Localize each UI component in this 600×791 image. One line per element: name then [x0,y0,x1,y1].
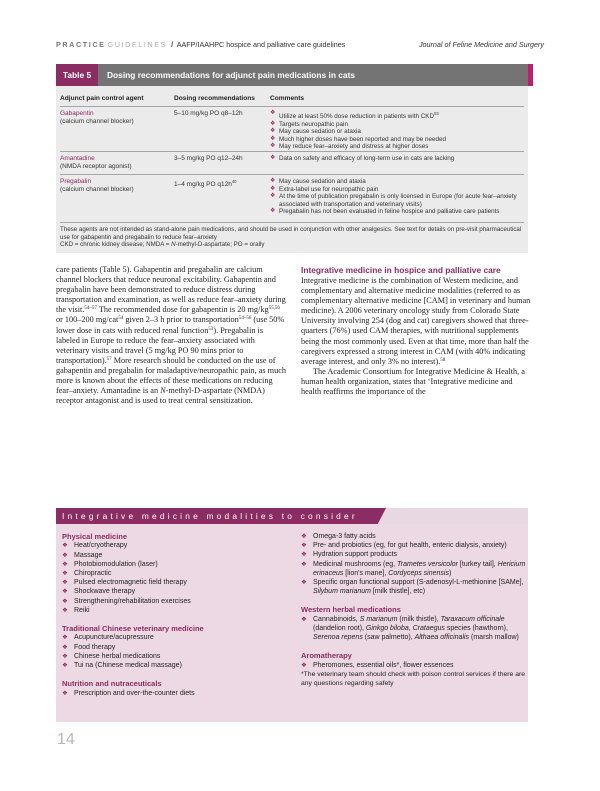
journal-title: Journal of Feline Medicine and Surgery [418,40,544,49]
herbal-list [301,615,526,643]
list-item: ❖ Heat/cryotherapy [62,541,287,550]
box-heading-physical: Physical medicine [62,532,128,541]
column-header-agent: Adjunct pain control agent [60,95,144,102]
list-item: ❖ Chinese herbal medications [62,652,287,661]
practice-label: PRACTICE [56,40,106,49]
list-item: ❖ Pheromones, essential oils*, flower essences [301,661,526,670]
list-item: ❖ Photobiomodulation (laser) [62,560,287,569]
list-item: ❖ Tui na (Chinese medical massage) [62,661,287,670]
column-header-comments: Comments [270,95,305,102]
list-item: ❖ Pre- and probiotics (eg, for gut health, enteric dialysis, anxiety) [301,541,526,550]
list-item: ❖ Pulsed electromagnetic field therapy [62,578,287,587]
list-item: ❖ Massage [62,551,287,560]
list-item: ❖ Omega-3 fatty acids [301,532,526,541]
list-item: ❖ May reduce fear–anxiety and distress at higher doses [270,143,524,151]
list-item: ❖ Shockwave therapy [62,587,287,596]
guidelines-label: GUIDELINES [107,40,168,49]
table-divider [60,222,524,223]
running-header [56,40,544,52]
table-label: Table 5 [56,64,98,86]
safety-note: *The veterinary team should check with poison control services if there are any questions regarding safety [301,671,526,688]
dose-gabapentin: 5–10 mg/kg PO q8–12h [174,110,243,117]
comments-gabapentin [270,110,524,151]
dose-pregabalin: 1–4 mg/kg PO $q12h^{40}$ [174,179,237,189]
agent-class: (calcium channel blocker) [60,117,134,125]
list-item: ❖ May cause sedation and ataxia [270,178,524,186]
table-body [56,86,528,253]
table-title: Dosing recommendations for adjunct pain medications in cats [107,70,356,80]
box-column-left [62,532,287,707]
modalities-banner [56,508,528,524]
list-item: ❖ Prescription and over-the-counter diets [62,689,287,698]
comments-pregabalin [270,178,524,216]
table-row-gabapentin [60,110,134,126]
list-item: ❖ Acupuncture/acupressure [62,633,287,642]
box-title: Integrative medicine modalities to consider [62,511,358,521]
body-column-left [56,265,286,406]
table-footnote: These agents are not intended as stand-alone pain medications, and should be used in conjunction with other analgesics. See text for details on pre-visit pharmaceutical use for gabapentin and pregabalin to reduce fear–anxiety CKD = chronic kidney disease; NMDA = N-methyl-D-aspartate; PO = orally [60,226,522,249]
list-item: ❖ Data on safety and efficacy of long-term use in cats are lacking [270,155,524,163]
list-item: ❖ Utilize at least 50% dose reduction in patients with CKD$^{53}$ [270,110,524,121]
list-item: ❖ Cannabinoids, S marianum (milk thistle), Taraxacum officinale (dandelion root), Ginkgo biloba, Crataegus species (hawthorn), Serenoa repens (saw palmetto), Althaea officinalis (marsh mallow) [301,615,526,643]
table-accent-tab [528,64,533,86]
body-paragraph: care patients (Table 5). Gabapentin and pregabalin are calcium channel blockers that reduce neuronal excitability. Gabapentin and pregabalin have been demonstrated to reduce distress during transportation and examination, as well as reduce fear–anxiety during the visit.$^{54-57}$ The recommended dose for gabapentin is 20 mg/kg$^{55,56}$ or 100–200 mg/cat$^{54}$ given 2–3 h prior to transportation$^{54-56}$ (use 50% lower dose in cats with reduced renal function$^{53}$). Pregabalin is labeled in Europe to reduce the fear–anxiety associated with veterinary visits and travel (5 mg/kg PO 90 mins prior to transportation).$^{57}$ More research should be conducted on the use of gabapentin and pregabalin for maladaptive/neuropathic pain, as much more is known about the effects of these medications on reducing fear–anxiety. Amantadine is an N-methyl-D-aspartate (NMDA) receptor antagonist and is used to treat central sensitization. [56,265,286,406]
list-item: ❖ Targets neuropathic pain [270,121,524,129]
list-item: ❖ At the time of publication pregabalin is only licensed in Europe (for acute fear–anxiety associated with transportation and veterinary visits) [270,193,524,208]
list-item: ❖ May cause sedation or ataxia [270,128,524,136]
table-row-amantadine [60,155,132,171]
agent-class: (NMDA receptor agonist) [60,162,132,170]
column-header-dose: Dosing recommendations [174,95,255,102]
agent-class: (calcium channel blocker) [60,185,134,193]
box-heading-herbal: Western herbal medications [301,605,401,615]
box-heading-tcvm: Traditional Chinese veterinary medicine [62,624,204,634]
modalities-box [56,524,528,722]
list-item: ❖ Much higher doses have been reported and may be needed [270,136,524,144]
dose-amantadine: 3–5 mg/kg PO q12–24h [174,155,243,162]
section-heading: Integrative medicine in hospice and palliative care [301,265,501,275]
comments-amantadine [270,155,524,163]
box-column-right [301,532,526,688]
physical-list [62,541,287,615]
agent-name: Pregabalin [60,178,92,185]
nutraceutical-list [301,532,526,596]
body-column-right [301,265,531,397]
table-divider [60,174,524,175]
table-row-pregabalin [60,178,134,194]
series-title: AAFP/IAAHPC hospice and palliative care guidelines [176,40,346,49]
agent-name: Amantadine [60,155,95,162]
table-divider [60,151,524,152]
aromatherapy-list [301,661,526,670]
section-label [56,40,345,49]
body-paragraph: Integrative medicine is the combination of Western medicine, and complementary and alternative medicine modalities (referred to as complementary alternative medicine [CAM] in veterinary and human medicine). A 2006 veterinary oncology study from Colorado State University involving 254 (dog and cat) caregivers showed that three-quarters (76%) used CAM therapies, with nutritional supplements being the most commonly used. Even at that time, more than half the caregivers expressed a strong interest in CAM (with 40% indicating average interest, and only 3% no interest).$^{58}$ [301,276,531,366]
list-item: ❖ Extra-label use for neuropathic pain [270,186,524,194]
list-item: ❖ Hydration support products [301,550,526,559]
body-paragraph: The Academic Consortium for Integrative Medicine & Health, a human health organization, states that ‘Integrative medicine and health reaffirms the importance of the [301,366,525,397]
nutrition-list [62,689,287,698]
page-number: 14 [57,731,75,748]
list-item: ❖ Reiki [62,606,287,615]
header-separator: / [171,40,174,49]
box-heading-nutrition: Nutrition and nutraceuticals [62,679,162,689]
box-heading-aromatherapy: Aromatherapy [301,651,352,661]
list-item: ❖ Pregabalin has not been evaluated in feline hospice and palliative care patients [270,208,524,216]
list-item: ❖ Specific organ functional support (S-adenosyl-L-methionine [SAMe], Silybum marianum [milk thistle], etc) [301,578,526,596]
list-item: ❖ Strengthening/rehabilitation exercises [62,597,287,606]
list-item: ❖ Food therapy [62,643,287,652]
table-header [56,64,528,86]
list-item: ❖ Chiropractic [62,569,287,578]
list-item: ❖ Medicinal mushrooms (eg, Trametes versicolor [turkey tail], Hericium erinaceus [lion's mane], Cordyceps sinensis) [301,560,526,578]
table-divider [60,106,524,107]
table-5 [56,64,528,253]
agent-name: Gabapentin [60,110,94,117]
tcvm-list [62,633,287,670]
